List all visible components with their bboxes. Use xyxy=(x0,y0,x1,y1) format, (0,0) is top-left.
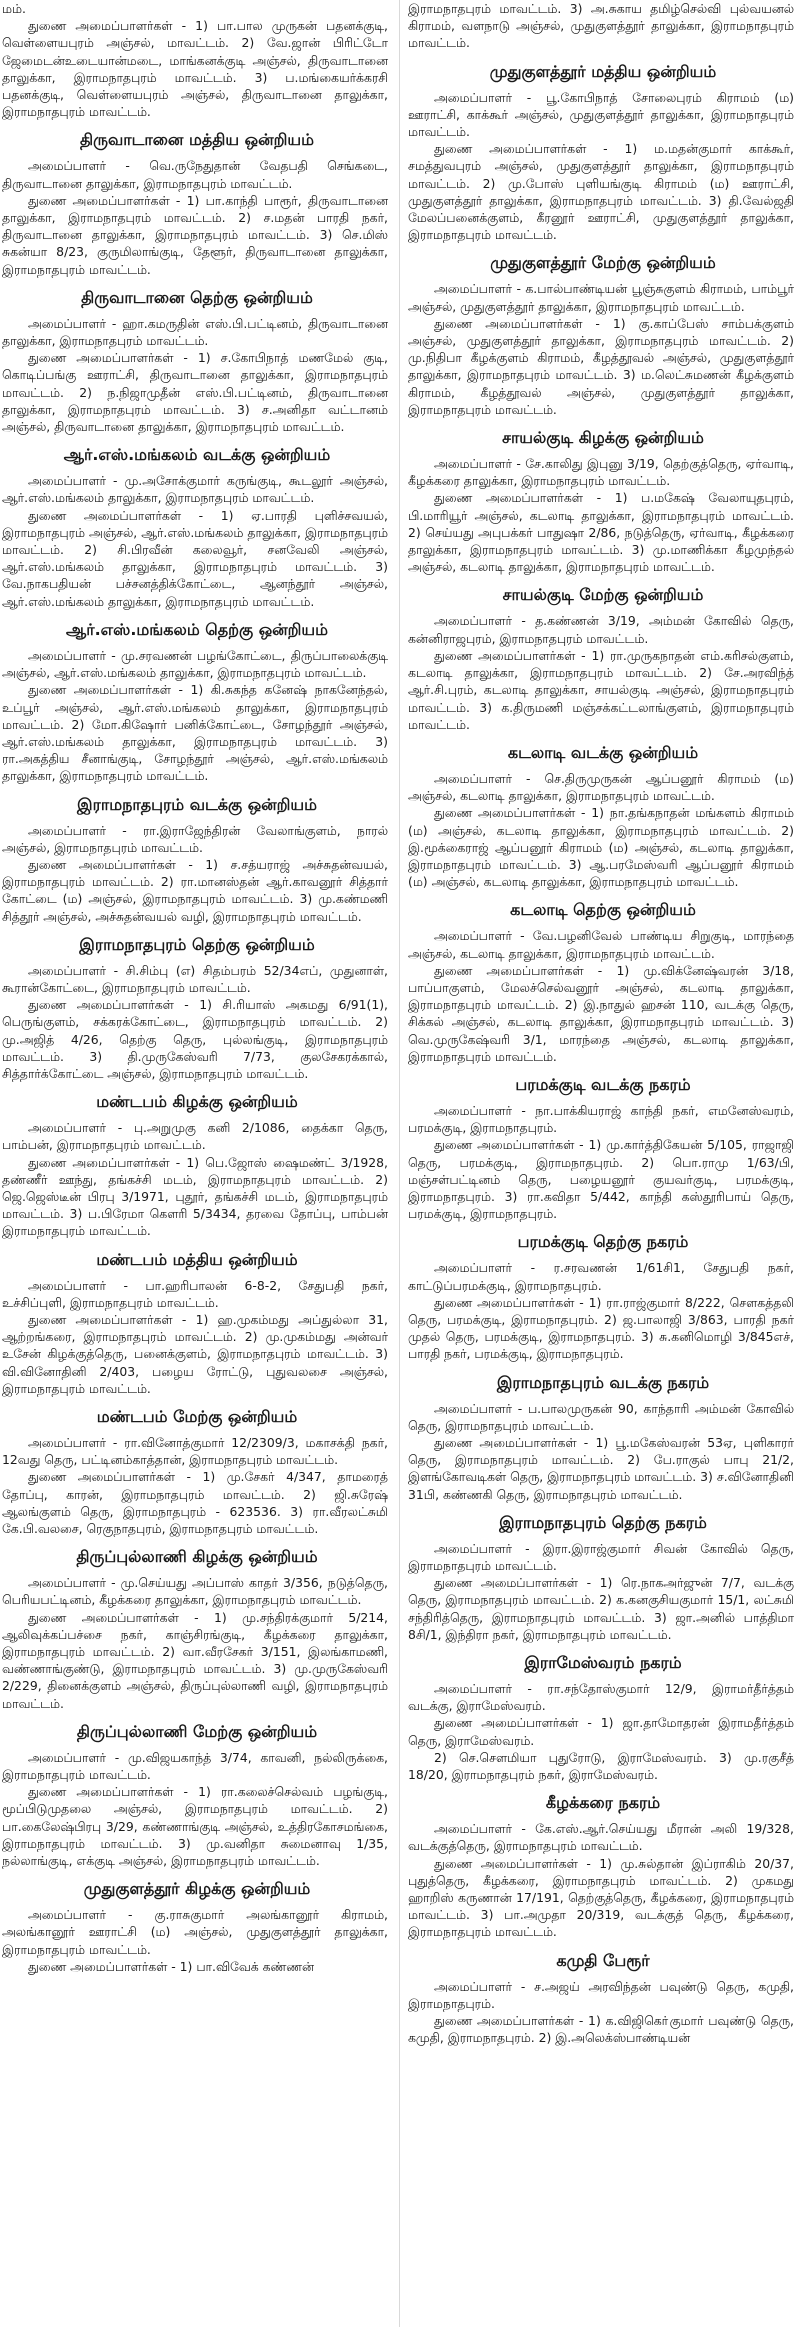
organizer-paragraph: அமைப்பாளர் - பு.அறுமுகு கனி 2/1086, தைக்கா தெரு, பாம்பன், இராமநாதபுரம் மாவட்டம். xyxy=(2,1120,388,1153)
left-column xyxy=(0,0,394,2327)
deputy-organizers-paragraph: துணை அமைப்பாளர்கள் - 1) க.விஜிகொ்குமார் பவுண்டு தெரு, கமுதி, இராமநாதபுரம். 2) இ.அலெக்ஸ்பாண்டியன் xyxy=(408,2013,794,2046)
union-section xyxy=(406,1950,800,2047)
deputy-organizers-paragraph: துணை அமைப்பாளர்கள் - 1) மு.சந்திரக்குமார் 5/214, ஆலிவுக்கப்பச்சை நகர், காஞ்சிரங்குடி, கீழக்கரை தாலுக்கா, இராமநாதபுரம் மாவட்டம். 2) வா.வீரசேகர் 3/151, இலங்காமணி, வண்ணாங்குண்டு, இராமநாதபுரம் மாவட்டம். 3) மு.முருகேஸ்வரி 2/229, தினைக்குளம் அஞ்சல், திருப்புல்லாணி வழி, இராமநாதபுரம் மாவட்டம். xyxy=(2,1609,388,1711)
section-heading: திருவாடானை தெற்கு ஒன்றியம் xyxy=(81,287,313,307)
deputy-organizers-paragraph: துணை அமைப்பாளர்கள் - 1) கு.காப்பேஸ் சாம்பக்குளம் அஞ்சல், முதுகுளத்தூர் தாலுக்கா, இராமநாதபுரம் மாவட்டம். 2) மு.நிதிபா கீழக்குளம் கிராமம், கீழத்தூவல் அஞ்சல், முதுகுளத்தூர் தாலுக்கா, இராமநாதபுரம் மாவட்டம். 3) ம.லெட்சுமணன் கீழக்குளம் கிராமம், கீழத்தூவல் அஞ்சல், முதுகுளத்தூர் தாலுக்கா, இராமநாதபுரம் மாவட்டம். xyxy=(408,315,794,417)
section-heading: இராமநாதபுரம் தெற்கு நகரம் xyxy=(499,1512,707,1532)
union-section xyxy=(406,1074,800,1222)
union-section xyxy=(0,794,394,925)
organizer-paragraph: அமைப்பாளர் - பூ.கோபிநாத் சோலைபுரம் கிராமம் (ம) ஊராட்சி, காக்கூர் அஞ்சல், முதுகுளத்தூர் தாலுக்கா, இராமநாதபுரம் மாவட்டம். xyxy=(408,89,794,140)
section-heading: இராமநாதபுரம் வடக்கு ஒன்றியம் xyxy=(77,794,317,814)
section-heading: சாயல்குடி மேற்கு ஒன்றியம் xyxy=(502,585,704,605)
deputy-organizers-paragraph: துணை அமைப்பாளர்கள் - 1) நா.தங்கநாதன் மங்களம் கிராமம் (ம) அஞ்சல், கடலாடி தாலுக்கா, இராமநாதபுரம் மாவட்டம். 2) இ.மூக்கைராஜ் ஆப்பனூர் கிராமம் (ம) அஞ்சல், கடலாடி தாலுக்கா, இராமநாதபுரம் மாவட்டம். 3) ஆ.பரமேஸ்வரி ஆப்பனூர் கிராமம் (ம) அஞ்சல், கடலாடி தாலுக்கா, இராமநாதபுரம் மாவட்டம். xyxy=(408,805,794,890)
organizer-paragraph: அமைப்பாளர் - செ.திருமுருகன் ஆப்பனூர் கிராமம் (ம) அஞ்சல், கடலாடி தாலுக்கா, இராமநாதபுரம் மாவட்டம். xyxy=(408,770,794,804)
section-heading: திருப்புல்லாணி மேற்கு ஒன்றியம் xyxy=(76,1721,318,1741)
organizer-paragraph: அமைப்பாளர் - ஹா.கமருதின் எஸ்.பி.பட்டினம், திருவாடானை தாலுக்கா, இராமநாதபுரம் மாவட்டம். xyxy=(2,315,388,349)
deputy-organizers-paragraph: துணை அமைப்பாளர்கள் - 1) கி.சுகந்த கனேஷ் நாகனேந்தல், உப்பூர் அஞ்சல், ஆர்.எஸ்.மங்கலம் தாலுக்கா, இராமநாதபுரம் மாவட்டம். 2) மோ.கிஷோர் பனிக்கோட்டை, சோழந்தூர் அஞ்சல், ஆர்.எஸ்.மங்கலம் தாலுக்கா, இராமநாதபுரம் மாவட்டம். 3) ரா.அகத்திய சீனாங்குடி, சோழந்தூர் அஞ்சல், ஆர்.எஸ்.மங்கலம் தாலுக்கா, இராமநாதபுரம் மாவட்டம். xyxy=(2,682,388,784)
section-heading: மண்டபம் மத்திய ஒன்றியம் xyxy=(96,1249,298,1269)
organizer-paragraph: அமைப்பாளர் - இரா.இராஜ்குமார் சிவன் கோவில் தெரு, இராமநாதபுரம் மாவட்டம். xyxy=(408,1540,794,1574)
organizer-paragraph: அமைப்பாளர் - சே.காலிது இபுனு 3/19, தெற்குத்தெரு, ஏர்வாடி, கீழக்கரை தாலுக்கா, இராமநாதபுரம் மாவட்டம். xyxy=(408,456,794,489)
section-heading: இராமநாதபுரம் வடக்கு நகரம் xyxy=(496,1372,710,1392)
section-heading: கடலாடி தெற்கு ஒன்றியம் xyxy=(510,900,696,920)
deputy-organizers-paragraph: துணை அமைப்பாளர்கள் - 1) பா.காந்தி பாரூர், திருவாடானை தாலுக்கா, இராமநாதபுரம் மாவட்டம். 2) ச.மதன் பாரதி நகர், திருவாடானை தாலுக்கா, இராமநாதபுரம் மாவட்டம். 3) செ.மிஸ் சுகன்யா 8/23, குருமிலாங்குடி, தேளூர், திருவாடானை தாலுக்கா, இராமநாதபுரம் மாவட்டம். xyxy=(2,192,388,277)
deputy-organizers-paragraph: துணை அமைப்பாளர்கள் - 1) பெ.ஜோஸ் ஷைமண்ட் 3/1928, தண்ணீர் ஊந்து, தங்கச்சி மடம், இராமநாதபுரம் மாவட்டம். 2) ஜெ.ஜெஸ்டீன் பிரபு 3/1971, புதூர், தங்கச்சி மடம், இராமநாதபுரம் மாவட்டம். 3) ப.பிரேமா கௌரி 5/3434, தரவை தோப்பு, பாம்பன் இராமநாதபுரம் மாவட்டம். xyxy=(2,1154,388,1239)
organizer-paragraph: அமைப்பாளர் - த.கண்ணன் 3/19, அம்மன் கோவில் தெரு, கன்னிராஜபுரம், இராமநாதபுரம் மாவட்டம். xyxy=(408,613,794,646)
organizer-paragraph: அமைப்பாளர் - பா.ஹரிபாலன் 6-8-2, சேதுபதி நகர், உச்சிப்புளி, இராமநாதபுரம் மாவட்டம். xyxy=(2,1277,388,1310)
section-heading: மண்டபம் மேற்கு ஒன்றியம் xyxy=(96,1407,298,1426)
deputy-organizers-paragraph: துணை அமைப்பாளர்கள் - 1) ஏ.பாரதி புளிச்சவயல், இராமநாதபுரம் அஞ்சல், ஆர்.எஸ்.மங்கலம் தாலுக்கா, இராமநாதபுரம் மாவட்டம். 2) சி.பிரவீன் கலைவூர், சனவேலி அஞ்சல், ஆர்.எஸ்.மங்கலம் தாலுக்கா, இராமநாதபுரம் மாவட்டம். 3) வே.நாகபதியன் பச்சனத்திக்கோட்டை, ஆனந்தூர் அஞ்சல், ஆர்.எஸ்.மங்கலம் தாலுக்கா, இராமநாதபுரம் மாவட்டம். xyxy=(2,507,388,609)
deputy-organizers-paragraph: துணை அமைப்பாளர்கள் - 1) ஜா.தாமோதரன் இராமதீர்த்தம் தெரு, இராமேஸ்வரம். xyxy=(408,1715,794,1748)
organizer-paragraph: அமைப்பாளர் - மு.சரவணன் பழங்கோட்டை, திருப்பாலைக்குடி அஞ்சல், ஆர்.எஸ்.மங்கலம் தாலுக்கா, இராமநாதபுரம் மாவட்டம். xyxy=(2,647,388,681)
union-section xyxy=(406,1652,800,1783)
lead-paragraph: இராமநாதபுரம் மாவட்டம். 3) அ.சுகாய தமிழ்செல்வி புல்வயனல் கிராமம், வளநாடு அஞ்சல், முதுகுளத்தூர் தாலுக்கா, இராமநாதபுரம் மாவட்டம். xyxy=(408,1,794,51)
section-heading: முதுகுளத்தூர் கிழக்கு ஒன்றியம் xyxy=(83,1879,311,1899)
section-heading: மண்டபம் கிழக்கு ஒன்றியம் xyxy=(96,1092,298,1112)
section-heading: ஆர்.எஸ்.மங்கலம் தெற்கு ஒன்றியம் xyxy=(65,619,328,639)
organizer-paragraph: அமைப்பாளர் - ரா.சந்தோஸ்குமார் 12/9, இராமர்தீர்த்தம் வடக்கு, இராமேஸ்வரம். xyxy=(408,1681,794,1714)
section-heading: இராமேஸ்வரம் நகரம் xyxy=(524,1653,682,1673)
union-section xyxy=(0,1546,394,1712)
organizer-paragraph: அமைப்பாளர் - மு.விஜயகாந்த் 3/74, காவனி, நல்லிருக்கை, இராமநாதபுரம் மாவட்டம். xyxy=(2,1749,388,1783)
deputy-organizers-paragraph: துணை அமைப்பாளர்கள் - 1) மு.விக்னேஷ்வரன் 3/18, பாப்பாகுளம், மேலச்செல்வனூர் அஞ்சல், கடலாடி தாலுக்கா, இராமநாதபுரம் மாவட்டம். 2) இ.நாதுல் ஹசன் 110, வடக்கு தெரு, சிக்கல் அஞ்சல், கடலாடி தாலுக்கா, இராமநாதபுரம் மாவட்டம். 3) வெ.முருகேஷ்வரி 3/1, மாரந்தை அஞ்சல், கடலாடி தாலுக்கா, இராமநாதபுரம் மாவட்டம். xyxy=(408,962,794,1064)
section-heading: திருப்புல்லாணி கிழக்கு ஒன்றியம் xyxy=(76,1547,318,1567)
organizer-paragraph: அமைப்பாளர் - ச.அஜய் அரவிந்தன் பவுண்டு தெரு, கமுதி, இராமநாதபுரம். xyxy=(408,1978,794,2011)
union-section xyxy=(406,427,800,575)
deputy-organizers-paragraph: 2) செ.சௌமியா புதுரோடு, இராமேஸ்வரம். 3) மு.ரகுசீத் 18/20, இராமநாதபுரம் நகர், இராமேஸ்வரம். xyxy=(408,1749,794,1783)
organizer-paragraph: அமைப்பாளர் - மு.செய்யது அப்பாஸ் காதர் 3/356, நடுத்தெரு, பெரியபட்டினம், கீழக்கரை தாலுக்கா, இராமநாதபுரம் மாவட்டம். xyxy=(2,1575,388,1608)
section-heading: கமுதி பேரூர் xyxy=(556,1950,650,1970)
deputy-organizers-paragraph: துணை அமைப்பாளர்கள் - 1) ரெ.நாகஅர்ஜுன் 7/7, வடக்கு தெரு, இராமநாதபுரம் மாவட்டம். 2) க.கனகுசியகுமார் 15/1, லட்சுமி சந்திரித்தெரு, இராமநாதபுரம் மாவட்டம். 3) ஜா.அனில் பாத்திமா 8சி/1, இந்திரா நகர், இராமநாதபுரம் மாவட்டம். xyxy=(408,1575,794,1642)
union-section xyxy=(406,61,800,244)
organizer-paragraph: அமைப்பாளர் - கே.எஸ்.ஆர்.செய்யது மீரான் அலி 19/328, வடக்குத்தெரு, இராமநாதபுரம் மாவட்டம். xyxy=(408,1821,794,1854)
section-heading: சாயல்குடி கிழக்கு ஒன்றியம் xyxy=(502,428,704,448)
union-section xyxy=(0,1721,394,1869)
organizer-paragraph: அமைப்பாளர் - வெ.ருநேதுதான் வேதபதி செங்கடை, திருவாடானை தாலுக்கா, இராமநாதபுரம் மாவட்டம். xyxy=(2,158,388,191)
lead-paragraph: துணை அமைப்பாளர்கள் - 1) பா.பால முருகன் பதனக்குடி, வெள்ளையபுரம் அஞ்சல், மாவட்டம். 2) வே.ஜான் பிரிட்டோ ஜேமைடன்உடையான்மடை, மாங்கனக்குடி அஞ்சல், திருவாடானை தாலுக்கா, இராமநாதபுரம் மாவட்டம். 3) ப.மங்கையர்க்கரசி பதனக்குடி, வெள்ளையபுரம் அஞ்சல், திருவாடானை தாலுக்கா, இராமநாதபுரம் மாவட்டம். xyxy=(2,18,388,120)
union-section xyxy=(406,1792,800,1940)
section-heading: முதுகுளத்தூர் மேற்கு ஒன்றியம் xyxy=(490,253,716,273)
deputy-organizers-paragraph: துணை அமைப்பாளர்கள் - 1) ப.மகேஷ் வேலாயுதபுரம், பி.மாரியூர் அஞ்சல், கடலாடி தாலுக்கா, இராமநாதபுரம் மாவட்டம். 2) செய்யது அபுபக்கர் பாதுஷா 2/86, நடுத்தெரு, ஏர்வாடி, கீழக்கரை தாலுக்கா, இராமநாதபுரம் மாவட்டம். 3) மு.மாணிக்கா கீழமுந்தல் அஞ்சல், கடலாடி தாலுக்கா, இராமநாதபுரம் மாவட்டம். xyxy=(408,490,794,575)
union-section xyxy=(406,899,800,1065)
union-section xyxy=(406,584,800,732)
union-section xyxy=(0,444,394,610)
deputy-organizers-paragraph: துணை அமைப்பாளர்கள் - 1) ரா.ராஜ்குமார் 8/222, சௌகத்தலி தெரு, பரமக்குடி, இராமநாதபுரம். 2) ஜ.பாலாஜி 3/863, பாரதி நகர் முதல் தெரு, பரமக்குடி, இராமநாதபுரம். 3) சு.கனிமொழி 3/845எச், பாரதி நகர், பரமக்குடி, இராமநாதபுரம். xyxy=(408,1294,794,1362)
union-section xyxy=(406,1231,800,1362)
organizer-paragraph: அமைப்பாளர் - கு.ராசுகுமார் அலங்கானூர் கிராமம், அலங்கானூர் ஊராட்சி (ம) அஞ்சல், முதுகுளத்தூர் தாலுக்கா, இராமநாதபுரம் மாவட்டம். xyxy=(2,1907,388,1957)
organizer-paragraph: அமைப்பாளர் - ர.சரவணன் 1/61சி1, சேதுபதி நகர், காட்டுப்பரமக்குடி, இராமநாதபுரம். xyxy=(408,1260,794,1293)
deputy-organizers-paragraph: துணை அமைப்பாளர்கள் - 1) ஹ.முகம்மது அப்துல்லா 31, ஆற்றங்கரை, இராமநாதபுரம் மாவட்டம். 2) மு.முகம்மது அன்வர் உசேன் கிழக்குத்தெரு, பனைக்குளம், இராமநாதபுரம் மாவட்டம். 3) வி.வினோதினி 2/403, பழைய ரோட்டு, புதுவலசை அஞ்சல், இராமநாதபுரம் மாவட்டம். xyxy=(2,1311,388,1396)
deputy-organizers-paragraph: துணை அமைப்பாளர்கள் - 1) ரா.முருகநாதன் எம்.கரிசல்குளம், கடலாடி தாலுக்கா, இராமநாதபுரம் மாவட்டம். 2) சே.அரவிந்த் ஆர்.சி.புரம், கடலாடி தாலுக்கா, சாயல்குடி அஞ்சல், இராமநாதபுரம் மாவட்டம். 3) க.திருமணி மஞ்சக்கட்டலாங்குளம், இராமநாதபுரம் மாவட்டம். xyxy=(408,647,794,732)
organizer-paragraph: அமைப்பாளர் - ரா.வினோத்குமார் 12/2309/3, மகாசக்தி நகர், 12வது தெரு, பட்டினம்காத்தான், இராமநாதபுரம் மாவட்டம். xyxy=(2,1435,388,1468)
deputy-organizers-paragraph: துணை அமைப்பாளர்கள் - 1) ரா.கலைச்செல்வம் பழங்குடி, மூப்பிடுமுதலை அஞ்சல், இராமநாதபுரம் மாவட்டம். 2) பா.கைலேஷ்பிரபு 3/29, கண்ணாங்குடி அஞ்சல், உத்திரகோசமங்கை, இராமநாதபுரம் மாவட்டம். 3) மு.வனிதா சுமைனாவு 1/35, நல்லாங்குடி, எக்குடி அஞ்சல், இராமநாதபுரம் மாவட்டம். xyxy=(2,1784,388,1869)
union-section xyxy=(0,1878,394,1975)
organizer-paragraph: அமைப்பாளர் - மு.அசோக்குமார் கருங்குடி, கூடலூர் அஞ்சல், ஆர்.எஸ்.மங்கலம் தாலுக்கா, இராமநாதபுரம் மாவட்டம். xyxy=(2,473,388,506)
deputy-organizers-paragraph: துணை அமைப்பாளர்கள் - 1) பா.விவேக் கண்ணன் xyxy=(28,1958,315,1974)
organizer-paragraph: அமைப்பாளர் - வே.பழனிவேல் பாண்டிய சிறுகுடி, மாரந்தை அஞ்சல், கடலாடி தாலுக்கா, இராமநாதபுரம் மாவட்டம். xyxy=(408,928,794,961)
deputy-organizers-paragraph: துணை அமைப்பாளர்கள் - 1) சி.ரியாஸ் அகமது 6/91(1), பெருங்குளம், சக்கரக்கோட்டை, இராமநாதபுரம் மாவட்டம். 2) மு.அஜித் 4/26, தெற்கு தெரு, புல்லங்குடி, இராமநாதபுரம் மாவட்டம். 3) தி.முருகேஸ்வரி 7/73, குலசேகரக்கால், சித்தார்க்கோட்டை அஞ்சல், இராமநாதபுரம் மாவட்டம். xyxy=(2,997,388,1081)
organizer-paragraph: அமைப்பாளர் - ப.பாலமுருகன் 90, காந்தாரி அம்மன் கோவில் தெரு, இராமநாதபுரம் மாவட்டம். xyxy=(408,1400,794,1433)
section-heading: திருவாடானை மத்திய ஒன்றியம் xyxy=(80,130,314,150)
section-heading: ஆர்.எஸ்.மங்கலம் வடக்கு ஒன்றியம் xyxy=(63,445,331,465)
deputy-organizers-paragraph: துணை அமைப்பாளர்கள் - 1) மு.சுல்தான் இப்ராகிம் 20/37, புதுத்தெரு, கீழக்கரை, இராமநாதபுரம் மாவட்டம். 2) முகமது ஹாறிஸ் கருணான் 17/191, தெற்குத்தெரு, கீழக்கரை, இராமநாதபுரம் மாவட்டம். 3) பா.அமுதா 20/319, வடக்குத் தெரு, கீழக்கரை, இராமநாதபுரம் மாவட்டம். xyxy=(408,1855,794,1940)
deputy-organizers-paragraph: துணை அமைப்பாளர்கள் - 1) ச.கோபிநாத் மணமேல் குடி, கொடிப்பங்கு ஊராட்சி, திருவாடானை தாலுக்கா, இராமநாதபுரம் மாவட்டம். 2) ந.நிஜாமுதீன் எஸ்.பி.பட்டினம், திருவாடானை தாலுக்கா, இராமநாதபுரம் மாவட்டம். 3) ச.அனிதா வட்டானம் அஞ்சல், திருவாடானை தாலுக்கா, இராமநாதபுரம் மாவட்டம். xyxy=(2,350,388,435)
union-section xyxy=(0,934,394,1082)
right-column xyxy=(406,0,800,2327)
column-divider xyxy=(399,0,400,2327)
lead-paragraph: மம். xyxy=(2,1,26,16)
section-heading: இராமநாதபுரம் தெற்கு ஒன்றியம் xyxy=(79,934,315,954)
organizer-paragraph: அமைப்பாளர் - நா.பாக்கியராஜ் காந்தி நகர், எமனேஸ்வரம், பரமக்குடி, இராமநாதபுரம். xyxy=(408,1102,794,1136)
union-section xyxy=(0,619,394,785)
union-section xyxy=(0,1091,394,1239)
deputy-organizers-paragraph: துணை அமைப்பாளர்கள் - 1) ச.சத்யராஜ் அச்சுதன்வயல், இராமநாதபுரம் மாவட்டம். 2) ரா.மானஸ்தன் ஆர்.காவனூர் சித்தார் கோட்டை (ம) அஞ்சல், இராமநாதபுரம் மாவட்டம். 3) மு.கண்மணி சித்தூர் அஞ்சல், அச்சுதன்வயல் வழி, இராமநாதபுரம் மாவட்டம். xyxy=(2,856,388,924)
section-heading: பரமக்குடி தெற்கு நகரம் xyxy=(517,1232,689,1252)
union-section xyxy=(0,1249,394,1397)
union-section xyxy=(0,1406,394,1537)
union-section xyxy=(406,1512,800,1643)
organizer-paragraph: அமைப்பாளர் - க.பால்பாண்டியன் பூஞ்சுகுளம் கிராமம், பாம்பூர் அஞ்சல், முதுகுளத்தூர் தாலுக்கா, இராமநாதபுரம் மாவட்டம். xyxy=(408,281,794,314)
organizer-paragraph: அமைப்பாளர் - ரா.இராஜேந்திரன் வேலாங்குளம், நாரல் அஞ்சல், இராமநாதபுரம் மாவட்டம். xyxy=(2,822,388,855)
section-heading: பரமக்குடி வடக்கு நகரம் xyxy=(515,1074,691,1094)
deputy-organizers-paragraph: துணை அமைப்பாளர்கள் - 1) பூ.மகேஸ்வரன் 53ஏ, புளிகாரர் தெரு, இராமநாதபுரம் மாவட்டம். 2) பே.ராகுல் பாபு 21/2, இளங்கோவடிகள் தெரு, இராமநாதபுரம் மாவட்டம். 3) ச.வினோதினி 31பி, கண்ணகி தெரு, இராமநாதபுரம் மாவட்டம். xyxy=(408,1435,794,1502)
organizer-paragraph: அமைப்பாளர் - சி.சிம்பு (எ) சிதம்பரம் 52/34எப், முதுனாள், கூரான்கோட்டை, இராமநாதபுரம் மாவட்டம். xyxy=(2,962,388,995)
union-section xyxy=(0,129,394,277)
section-heading: கீழக்கரை நகரம் xyxy=(545,1793,661,1813)
section-heading: முதுகுளத்தூர் மத்திய ஒன்றியம் xyxy=(489,61,717,81)
deputy-organizers-paragraph: துணை அமைப்பாளர்கள் - 1) மு.சேகர் 4/347, தாமரைத் தோப்பு, காரன், இராமநாதபுரம் மாவட்டம். 2) ஜி.சுரேஷ் ஆலங்குளம் தெரு, இராமநாதபுரம் - 623536. 3) ரா.வீரலட்சுமி கே.பி.வலசை, ரெகுநாதபுரம், இராமநாதபுரம் மாவட்டம். xyxy=(2,1469,388,1537)
deputy-organizers-paragraph: துணை அமைப்பாளர்கள் - 1) மு.கார்த்திகேயன் 5/105, ராஜாஜி தெரு, பரமக்குடி, இராமநாதபுரம். 2) பொ.ராமு 1/63/பி, மஞ்சள்பட்டினம் தெரு, பழையனூர் குயவர்குடி, பரமக்குடி, இராமநாதபுரம். 3) ரா.கவிதா 5/442, காந்தி கஸ்தூரிபாய் தெரு, பரமக்குடி, இராமநாதபுரம். xyxy=(408,1137,794,1222)
union-section xyxy=(406,742,800,890)
union-section xyxy=(406,252,800,418)
section-heading: கடலாடி வடக்கு ஒன்றியம் xyxy=(507,742,699,762)
deputy-organizers-paragraph: துணை அமைப்பாளர்கள் - 1) ம.மதன்குமார் காக்கூர், சமத்துவபுரம் அஞ்சல், முதுகுளத்தூர் தாலுக்கா, இராமநாதபுரம் மாவட்டம். 2) மு.போஸ் புளியங்குடி கிராமம் (ம) ஊராட்சி, முதுகுளத்தூர் தாலுக்கா, இராமநாதபுரம் மாவட்டம். 3) தி.வேல்ஜதி மேலப்பனைக்குளம், கீரனூர் ஊராட்சி, முதுகுளத்தூர் தாலுக்கா, இராமநாதபுரம் மாவட்டம். xyxy=(408,141,794,243)
union-section xyxy=(0,287,394,435)
union-section xyxy=(406,1372,800,1503)
